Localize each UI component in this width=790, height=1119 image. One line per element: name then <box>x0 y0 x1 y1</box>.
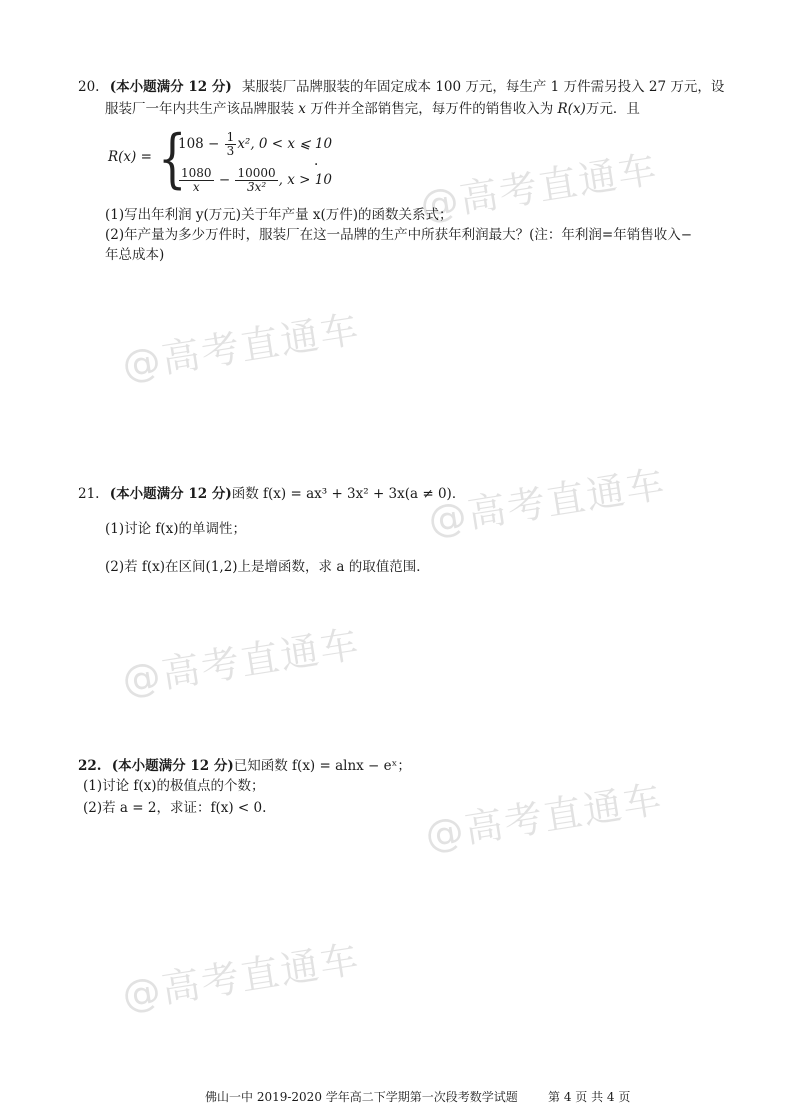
watermark: @高考直通车 <box>119 306 364 388</box>
piecewise-case-1: 108 − $\frac{1}{3}$ x², 0 < x ⩽ 10 <box>178 130 333 158</box>
piecewise-case-2: $\frac{1080}{x}$ − $\frac{10000}{\text{3x²}}$ , x > 10 <box>181 166 332 194</box>
q20-header <box>78 78 724 96</box>
footer-page-number: 第 4 页 共 4 页 <box>548 1090 631 1104</box>
score-label: (本小题满分 12 分) <box>109 79 232 95</box>
fraction: $\frac{10000}{\text{3x²}}$ <box>237 166 276 194</box>
watermark: @高考直通车 <box>422 776 667 858</box>
q22-header <box>78 757 411 775</box>
piecewise-brace: { <box>158 122 187 196</box>
q20-part-2-cont: 年总成本) <box>105 247 165 263</box>
watermark: @高考直通车 <box>417 146 662 228</box>
q22-part-2: (2)若 a = 2，求证：f(x) < 0. <box>83 800 267 816</box>
function-lhs: R(x) = <box>108 149 152 165</box>
question-number: 20. <box>78 79 100 95</box>
q21-part-2: (2)若 f(x)在区间(1,2)上是增函数，求 a 的取值范围． <box>105 559 430 575</box>
fraction: $\frac{1}{3}$ <box>226 130 235 158</box>
footer-title: 佛山一中 2019-2020 学年高二下学期第一次段考数学试题 <box>205 1090 518 1104</box>
question-stem: 已知函数 f(x) = alnx − eˣ； <box>233 758 411 774</box>
watermark: @高考直通车 <box>425 461 670 543</box>
watermark: @高考直通车 <box>119 936 364 1018</box>
q21-header <box>78 485 465 503</box>
q22-part-1: (1)讨论 f(x)的极值点的个数； <box>83 778 265 794</box>
fraction: $\frac{1080}{x}$ <box>181 166 212 194</box>
score-label: (本小题满分 12 分) <box>109 486 232 502</box>
piecewise-end: . <box>314 153 319 169</box>
question-stem: 函数 f(x) = ax³ + 3x² + 3x(a ≠ 0)． <box>231 486 466 502</box>
q21-part-1: (1)讨论 f(x)的单调性； <box>105 521 247 537</box>
score-label: (本小题满分 12 分) <box>111 758 234 774</box>
q20-part-1: (1)写出年利润 y(万元)关于年产量 x(万件)的函数关系式； <box>105 207 453 223</box>
question-number: 21. <box>78 486 100 502</box>
question-stem: 某服装厂品牌服装的年固定成本 100 万元，每生产 1 万件需另投入 27 万元，设 <box>242 79 725 95</box>
question-number: 22. <box>78 758 102 774</box>
watermark: @高考直通车 <box>119 621 364 703</box>
q20-stem-line2: 服装厂一年内共生产该品牌服装 x 万件并全部销售完，每万件的销售收入为 R(x)万元．且 <box>105 101 640 117</box>
q20-part-2: (2)年产量为多少万件时，服装厂在这一品牌的生产中所获年利润最大？(注：年利润=年销售收入− <box>105 227 693 243</box>
